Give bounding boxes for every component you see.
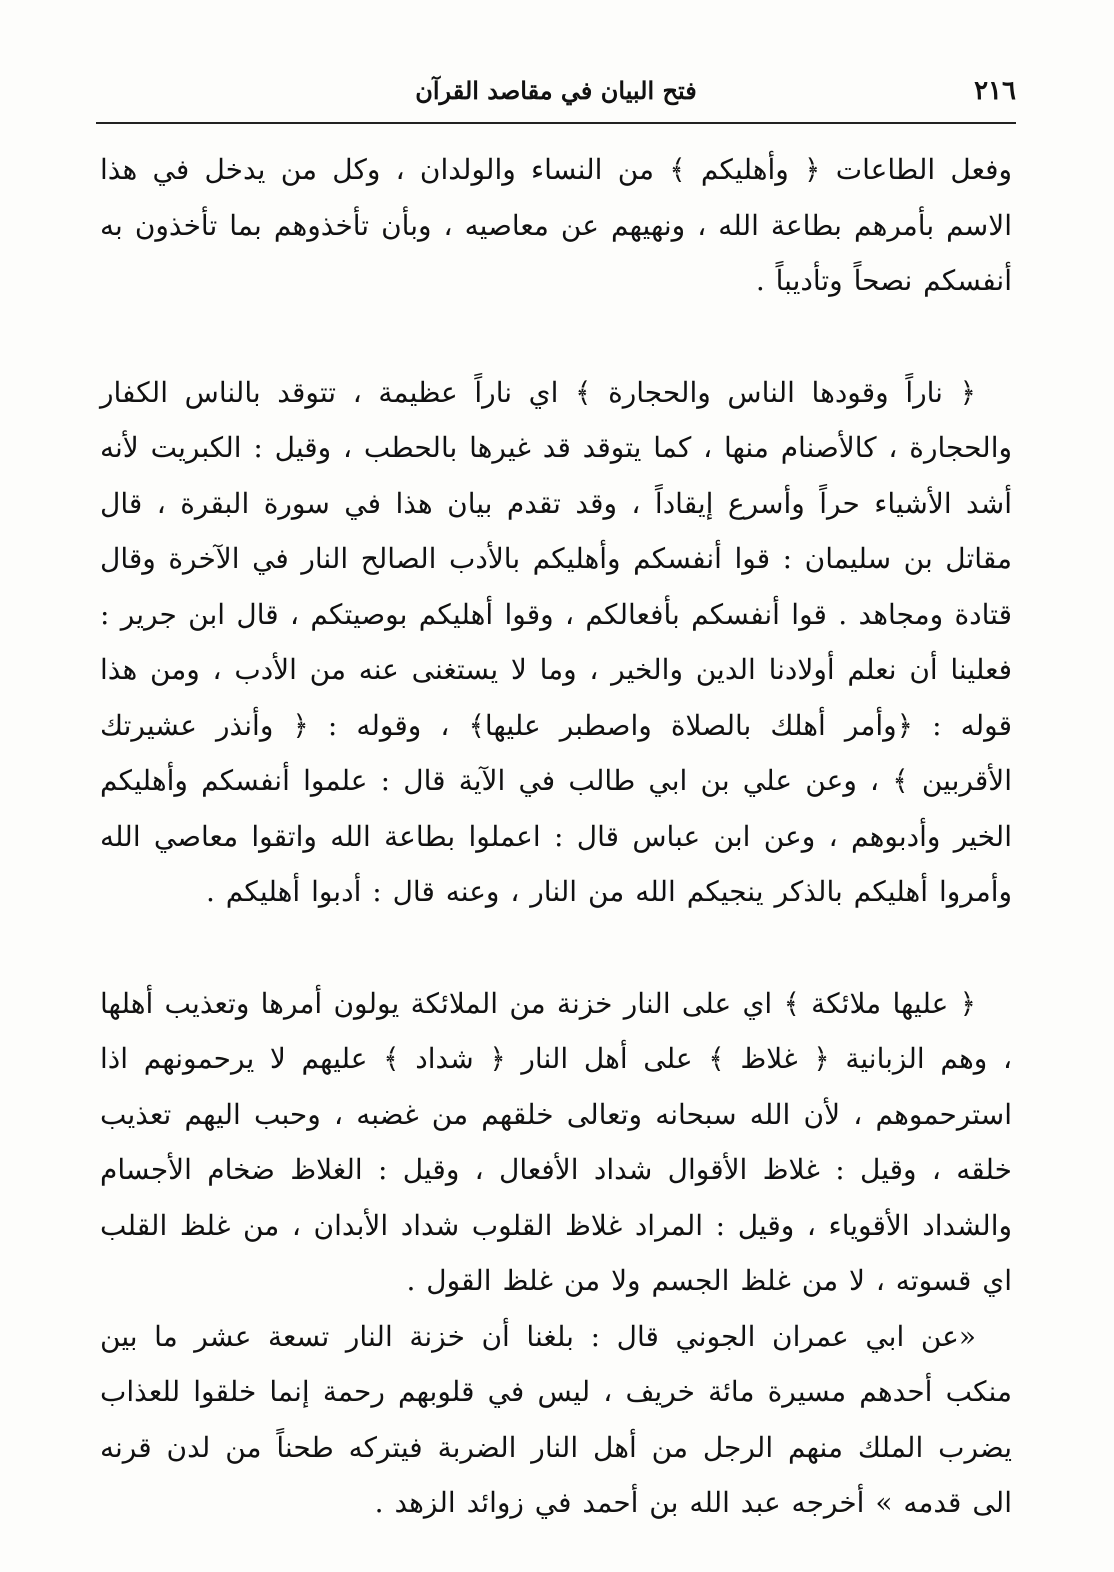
book-title: فتح البيان في مقاصد القرآن xyxy=(415,76,697,105)
paragraph-3: ﴿ عليها ملائكة ﴾ اي على النار خزنة من الملائكة يولون أمرها وتعذيب أهلها ، وهم الزبانية ﴿ غلاظ ﴾ على أهل النار ﴿ شداد ﴾ عليهم لا يرحمونهم اذا استرحموهم ، لأن الله سبحانه وتعالى خلقهم من غضبه ، وحبب اليهم تعذيب خلقه ، وقيل : غلاظ الأقوال شداد الأفعال ، وقيل : الغلاظ ضخام الأجسام والشداد الأقوياء ، وقيل : المراد غلاظ القلوب شداد الأبدان ، من غلظ القلب اي قسوته ، لا من غلظ الجسم ولا من غلظ القول . xyxy=(100,986,1012,1297)
page-header xyxy=(96,70,1016,124)
paragraph-4: «عن ابي عمران الجوني قال : بلغنا أن خزنة النار تسعة عشر ما بين منكب أحدهم مسيرة مائة خريف ، ليس في قلوبهم رحمة إنما خلقوا للعذاب يضرب الملك منهم الرجل من أهل النار الضربة فيتركه طحناً من لدن قرنه الى قدمه » أخرجه عبد الله بن أحمد في زوائد الزهد . xyxy=(100,1319,1012,1519)
paragraph-2: ﴿ ناراً وقودها الناس والحجارة ﴾ اي ناراً عظيمة ، تتوقد بالناس الكفار والحجارة ، كالأصنام منها ، كما يتوقد قد غيرها بالحطب ، وقيل : الكبريت لأنه أشد الأشياء حراً وأسرع إيقاداً ، وقد تقدم بيان هذا في سورة البقرة ، قال مقاتل بن سليمان : قوا أنفسكم وأهليكم بالأدب الصالح النار في الآخرة وقال قتادة ومجاهد . قوا أنفسكم بأفعالكم ، وقوا أهليكم بوصيتكم ، قال ابن جرير : فعلينا أن نعلم أولادنا الدين والخير ، وما لا يستغنى عنه من الأدب ، ومن هذا قوله : ﴿وأمر أهلك بالصلاة واصطبر عليها﴾ ، وقوله : ﴿ وأنذر عشيرتك الأقربين ﴾ ، وعن علي بن ابي طالب في الآية قال : علموا أنفسكم وأهليكم الخير وأدبوهم ، وعن ابن عباس قال : اعملوا بطاعة الله واتقوا معاصي الله وأمروا أهليكم بالذكر ينجيكم الله من النار ، وعنه قال : أدبوا أهليكم . xyxy=(100,375,1012,908)
page-body xyxy=(100,142,1012,1531)
paragraph-gap xyxy=(100,920,1012,976)
paragraph-gap xyxy=(100,309,1012,365)
paragraph-1: وفعل الطاعات ﴿ وأهليكم ﴾ من النساء والولدان ، وكل من يدخل في هذا الاسم بأمرهم بطاعة الله ، ونهيهم عن معاصيه ، وبأن تأخذوهم بما تأخذون به أنفسكم نصحاً وتأديباً . xyxy=(100,153,1012,297)
header-rule xyxy=(96,122,1016,124)
page-number: ٢١٦ xyxy=(974,76,1016,106)
